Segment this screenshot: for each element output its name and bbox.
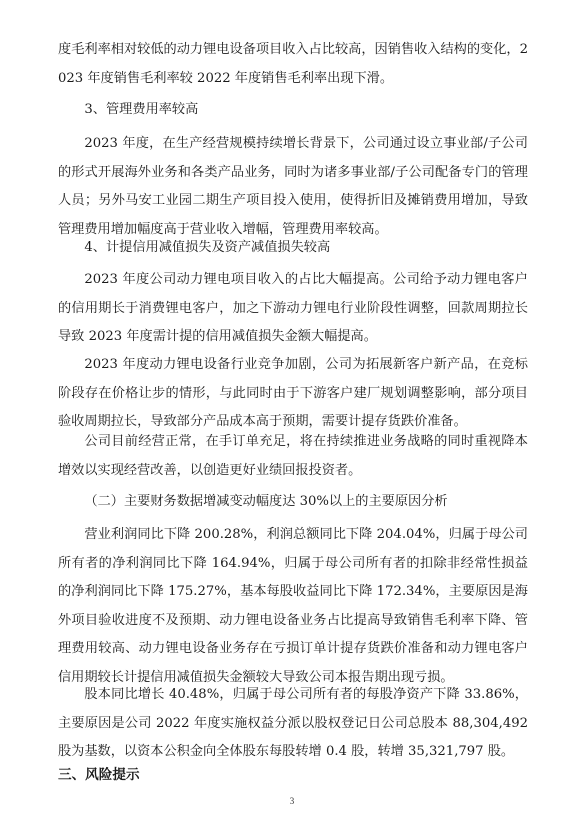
paragraph-credit-impairment: 2023 年度公司动力锂电项目收入的占比大幅提高。公司给予动力锂电客户的信用期长于消费锂电客户，加之下游动力锂电行业阶段性调整，回款周期拉长导致 2023 年度需计提的信用减值损失金额大幅提高。 bbox=[58, 272, 528, 344]
heading-management-expense: 3、管理费用率较高 bbox=[84, 102, 199, 117]
paragraph-management-expense: 2023 年度，在生产经营规模持续增长背景下，公司通过设立事业部/子公司的形式开展海外业务和各类产品业务，同时为诸多事业部/子公司配备专门的管理人员；另外马安工业园二期生产项目投入使用，使得折旧及摊销费用增加，导致管理费用增加幅度高于营业收入增幅，管理费用率较高。 bbox=[58, 136, 528, 237]
paragraph-intro: 度毛利率相对较低的动力锂电设备项目收入占比较高，因销售收入结构的变化，2023 年度销售毛利率较 2022 年度销售毛利率出现下滑。 bbox=[58, 42, 528, 86]
paragraph-profit-decline: 营业利润同比下降 200.28%，利润总额同比下降 204.04%，归属于母公司所有者的净利润同比下降 164.94%，归属于母公司所有者的扣除非经常性损益的净利润同比下降 175.27%，基本每股收益同比下降 172.34%，主要原因是海外项目验收进度不及预期、动力锂电设备业务占比提高导致销售毛利率下降、管理费用较高、动力锂电设备业务存在亏损订单计提存货跌价准备和动力锂电客户信用期较长计提信用减值损失金额较大导致公司本报告期出现亏损。 bbox=[58, 527, 528, 685]
paragraph-inventory-impairment: 2023 年度动力锂电设备行业竞争加剧，公司为拓展新客户新产品，在竞标阶段存在价格让步的情形，与此同时由于下游客户建厂规划调整影响，部分项目验收周期拉长，导致部分产品成本高于预期，需要计提存货跌价准备。 bbox=[58, 357, 528, 429]
heading-impairment: 4、计提信用减值损失及资产减值损失较高 bbox=[84, 240, 331, 255]
paragraph-share-capital: 股本同比增长 40.48%，归属于母公司所有者的每股净资产下降 33.86%，主要原因是公司 2022 年度实施权益分派以股权登记日公司总股本 88,304,492 股为基数，以资本公积金向全体股东每股转增 0.4 股，转增 35,321,797 股。 bbox=[58, 687, 528, 759]
heading-risk-warning: 三、风险提示 bbox=[58, 767, 140, 783]
heading-financial-change-analysis: （二）主要财务数据增减变动幅度达 30%以上的主要原因分析 bbox=[84, 494, 448, 509]
paragraph-operations-outlook: 公司目前经营正常，在手订单充足，将在持续推进业务战略的同时重视降本增效以实现经营改善，以创造更好业绩回报投资者。 bbox=[58, 434, 528, 478]
page-number: 3 bbox=[289, 796, 295, 806]
